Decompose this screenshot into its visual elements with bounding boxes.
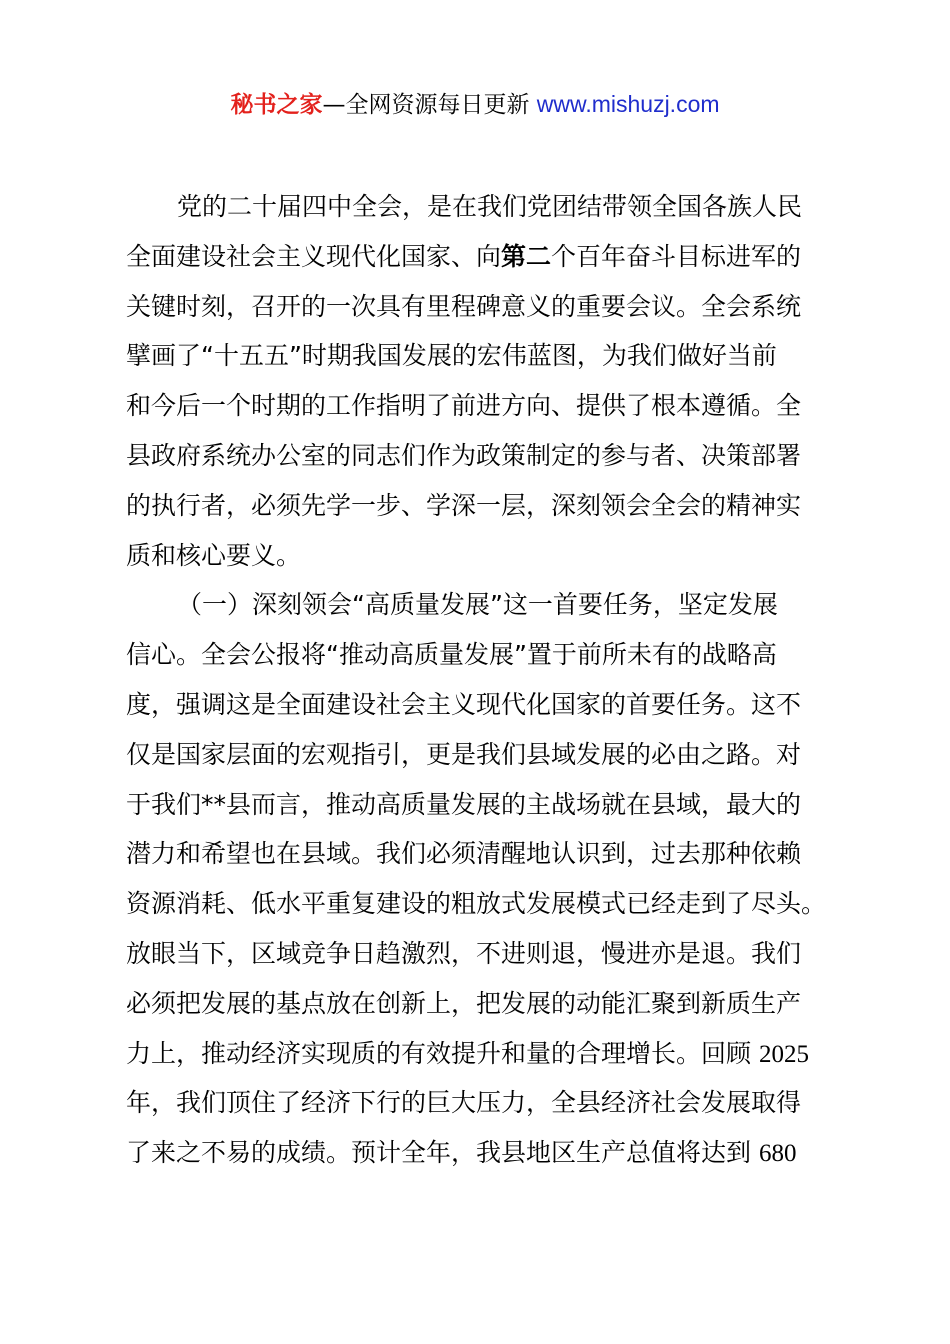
text-segment: 潜力和希望也在县域。我们必须清醒地认识到，过去那种依赖 <box>126 839 802 869</box>
text-line <box>126 780 838 830</box>
header-tagline: —全网资源每日更新 <box>322 92 537 118</box>
text-line <box>126 481 838 531</box>
text-segment: 于我们**县而言，推动高质量发展的主战场就在县域，最大的 <box>126 789 802 819</box>
text-line <box>126 929 838 979</box>
text-line <box>126 182 838 232</box>
brand-name: 秘书之家 <box>230 92 323 118</box>
text-segment: 度，强调这是全面建设社会主义现代化国家的首要任务。这不 <box>126 689 802 719</box>
text-segment: 了来之不易的成绩。预计全年，我县地区生产总值将达到 <box>126 1138 759 1168</box>
text-segment: 资源消耗、低水平重复建设的粗放式发展模式已经走到了尽头。 <box>126 889 827 919</box>
text-segment: 质和核心要义。 <box>126 540 302 570</box>
number-text: 2025 <box>758 1040 809 1068</box>
text-segment: 的执行者，必须先学一步、学深一层，深刻领会全会的精神实 <box>126 490 802 520</box>
page-header <box>0 86 950 123</box>
text-line <box>126 829 838 879</box>
text-segment: 力上，推动经济实现质的有效提升和量的合理增长。回顾 <box>126 1038 759 1068</box>
site-url-link[interactable]: www.mishuzj.com <box>536 91 720 117</box>
bold-text: 第二 <box>501 241 552 271</box>
text-line <box>126 1078 838 1128</box>
text-segment: 仅是国家层面的宏观指引，更是我们县域发展的必由之路。对 <box>126 739 802 769</box>
text-line <box>126 331 838 381</box>
text-segment: 党的二十届四中全会，是在我们党团结带领全国各族人民 <box>177 192 803 221</box>
text-line <box>126 282 838 332</box>
text-line <box>126 979 838 1029</box>
paragraph <box>126 580 838 1178</box>
text-segment: 个百年奋斗目标进军的 <box>551 241 802 271</box>
text-segment: 和今后一个时期的工作指明了前进方向、提供了根本遵循。全 <box>126 391 802 421</box>
number-text: 680 <box>758 1140 797 1168</box>
text-segment: 信心。全会公报将“推动高质量发展”置于前所未有的战略高 <box>126 640 777 670</box>
text-line <box>126 232 838 282</box>
text-line <box>126 1029 838 1079</box>
text-line <box>126 1128 838 1178</box>
text-segment: 放眼当下，区域竞争日趋激烈，不进则退，慢进亦是退。我们 <box>126 938 802 968</box>
text-segment: 全面建设社会主义现代化国家、向 <box>126 241 502 271</box>
text-line <box>126 580 838 630</box>
text-line <box>126 879 838 929</box>
text-line <box>126 730 838 780</box>
text-line <box>126 531 838 581</box>
text-segment: （一）深刻领会“高质量发展”这一首要任务，坚定发展 <box>177 590 778 620</box>
document-body <box>126 182 838 1178</box>
text-segment: 县政府系统办公室的同志们作为政策制定的参与者、决策部署 <box>126 440 802 470</box>
text-segment: 年，我们顶住了经济下行的巨大压力，全县经济社会发展取得 <box>126 1088 802 1118</box>
text-segment: 必须把发展的基点放在创新上，把发展的动能汇聚到新质生产 <box>126 988 802 1018</box>
text-line <box>126 680 838 730</box>
paragraph <box>126 182 838 580</box>
text-line <box>126 381 838 431</box>
text-segment: 擘画了“十五五”时期我国发展的宏伟蓝图，为我们做好当前 <box>126 341 777 371</box>
text-segment: 关键时刻，召开的一次具有里程碑意义的重要会议。全会系统 <box>126 291 802 321</box>
text-line <box>126 431 838 481</box>
text-line <box>126 630 838 680</box>
